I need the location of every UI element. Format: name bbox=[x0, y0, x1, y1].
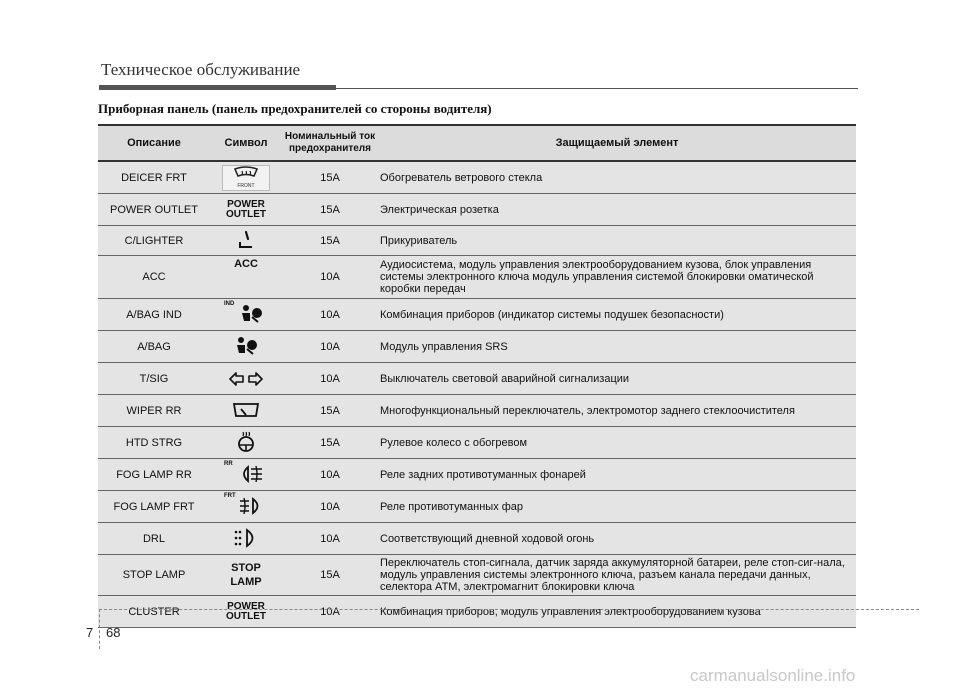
row-protected: Реле противотуманных фар bbox=[378, 491, 856, 523]
table-row bbox=[98, 596, 856, 628]
row-protected: Прикуриватель bbox=[378, 226, 856, 256]
row-symbol bbox=[210, 596, 282, 628]
ind-label: IND bbox=[224, 301, 235, 307]
header-protected: Защищаемый элемент bbox=[378, 125, 856, 161]
row-rating: 10A bbox=[282, 459, 378, 491]
row-rating: 15A bbox=[282, 427, 378, 459]
row-protected: Обогреватель ветрового стекла bbox=[378, 161, 856, 194]
stop-lamp-text-icon: STOP LAMP bbox=[230, 562, 262, 588]
row-protected: Выключатель световой аварийной сигнализации bbox=[378, 363, 856, 395]
front-label: FRONT bbox=[237, 182, 255, 189]
row-symbol bbox=[210, 226, 282, 256]
row-rating: 10A bbox=[282, 523, 378, 555]
row-description: HTD STRG bbox=[98, 427, 210, 459]
row-protected: Многофункциональный переключатель, электромотор заднего стеклоочистителя bbox=[378, 395, 856, 427]
row-protected: Электрическая розетка bbox=[378, 194, 856, 226]
turn-signal-icon bbox=[229, 367, 263, 391]
row-protected: Комбинация приборов, модуль управления электрооборудованием кузова bbox=[378, 596, 856, 628]
row-description: POWER OUTLET bbox=[98, 194, 210, 226]
table-row bbox=[98, 331, 856, 363]
acc-text-icon: ACC bbox=[234, 258, 258, 270]
row-description: WIPER RR bbox=[98, 395, 210, 427]
row-description: ACC bbox=[98, 256, 210, 299]
row-rating: 10A bbox=[282, 363, 378, 395]
row-symbol bbox=[210, 459, 282, 491]
row-protected: Модуль управления SRS bbox=[378, 331, 856, 363]
row-symbol bbox=[210, 363, 282, 395]
row-symbol bbox=[210, 427, 282, 459]
row-protected: Реле задних противотуманных фонарей bbox=[378, 459, 856, 491]
table-subtitle: Приборная панель (панель предохранителей со стороны водителя) bbox=[98, 101, 492, 116]
row-rating: 15A bbox=[282, 194, 378, 226]
row-description: A/BAG bbox=[98, 331, 210, 363]
header-symbol: Символ bbox=[210, 125, 282, 161]
table-row bbox=[98, 555, 856, 596]
row-symbol bbox=[210, 194, 282, 226]
chapter-number: 7 bbox=[86, 625, 94, 640]
row-description: CLUSTER bbox=[98, 596, 210, 628]
row-symbol bbox=[210, 555, 282, 596]
row-symbol bbox=[210, 299, 282, 331]
page-number-divider bbox=[99, 609, 100, 649]
row-rating: 10A bbox=[282, 491, 378, 523]
row-rating: 10A bbox=[282, 256, 378, 299]
front-fog-lamp-icon bbox=[224, 493, 268, 517]
airbag-indicator-icon bbox=[224, 301, 268, 325]
row-protected: Рулевое колесо с обогревом bbox=[378, 427, 856, 459]
cluster-power-outlet-text-icon: POWER OUTLET bbox=[226, 600, 266, 622]
row-symbol bbox=[210, 331, 282, 363]
row-protected: Переключатель стоп-сигнала, датчик заряда аккумуляторной батареи, реле стоп-сиг-нала, модуль управления системы электронного ключа, разъем канала передачи данных, селектора ATM, электромагнит блокировки ключа bbox=[378, 555, 856, 596]
row-description: A/BAG IND bbox=[98, 299, 210, 331]
row-rating: 10A bbox=[282, 331, 378, 363]
heated-steering-icon bbox=[235, 430, 257, 454]
row-symbol bbox=[210, 523, 282, 555]
header-rating: Номинальный ток предохранителя bbox=[282, 125, 378, 161]
table-row bbox=[98, 459, 856, 491]
row-symbol bbox=[210, 395, 282, 427]
row-description: DEICER FRT bbox=[98, 161, 210, 194]
row-symbol bbox=[210, 491, 282, 523]
rr-label: RR bbox=[224, 461, 233, 467]
row-rating: 15A bbox=[282, 226, 378, 256]
watermark: carmanualsonline.info bbox=[690, 666, 856, 685]
row-rating: 10A bbox=[282, 299, 378, 331]
rear-fog-lamp-icon bbox=[224, 461, 268, 485]
row-description: DRL bbox=[98, 523, 210, 555]
row-protected: Комбинация приборов (индикатор системы подушек безопасности) bbox=[378, 299, 856, 331]
row-protected: Соответствующий дневной ходовой огонь bbox=[378, 523, 856, 555]
table-row bbox=[98, 491, 856, 523]
cigar-lighter-icon bbox=[236, 228, 256, 252]
row-description: T/SIG bbox=[98, 363, 210, 395]
row-description: C/LIGHTER bbox=[98, 226, 210, 256]
rear-wiper-icon bbox=[232, 399, 260, 423]
front-defroster-icon bbox=[222, 165, 270, 191]
power-outlet-text-icon: POWER OUTLET bbox=[226, 198, 266, 220]
row-rating: 15A bbox=[282, 161, 378, 194]
table-row bbox=[98, 523, 856, 555]
footer-divider bbox=[99, 609, 919, 610]
table-row bbox=[98, 395, 856, 427]
airbag-icon bbox=[233, 334, 259, 358]
table-row bbox=[98, 299, 856, 331]
page-number: 68 bbox=[106, 625, 121, 640]
header-description: Описание bbox=[98, 125, 210, 161]
row-protected: Аудиосистема, модуль управления электрооборудованием кузова, блок управления системы электронного ключа модуль управления системой блокировки оматической коробки передач bbox=[378, 256, 856, 299]
section-rule-thin bbox=[336, 88, 858, 89]
row-description: FOG LAMP RR bbox=[98, 459, 210, 491]
table-row bbox=[98, 256, 856, 299]
section-rule-thick bbox=[99, 85, 336, 90]
section-title: Техническое обслуживание bbox=[101, 60, 301, 79]
row-symbol bbox=[210, 161, 282, 194]
header-row bbox=[98, 125, 856, 161]
row-rating: 10A bbox=[282, 596, 378, 628]
table-row bbox=[98, 161, 856, 194]
row-rating: 15A bbox=[282, 395, 378, 427]
row-description: FOG LAMP FRT bbox=[98, 491, 210, 523]
table-row bbox=[98, 363, 856, 395]
row-rating: 15A bbox=[282, 555, 378, 596]
table-row bbox=[98, 427, 856, 459]
row-description: STOP LAMP bbox=[98, 555, 210, 596]
fuse-table bbox=[98, 124, 856, 628]
table-row bbox=[98, 226, 856, 256]
table-row bbox=[98, 194, 856, 226]
frt-label: FRT bbox=[224, 493, 236, 499]
drl-icon bbox=[232, 526, 260, 550]
row-symbol bbox=[210, 256, 282, 299]
